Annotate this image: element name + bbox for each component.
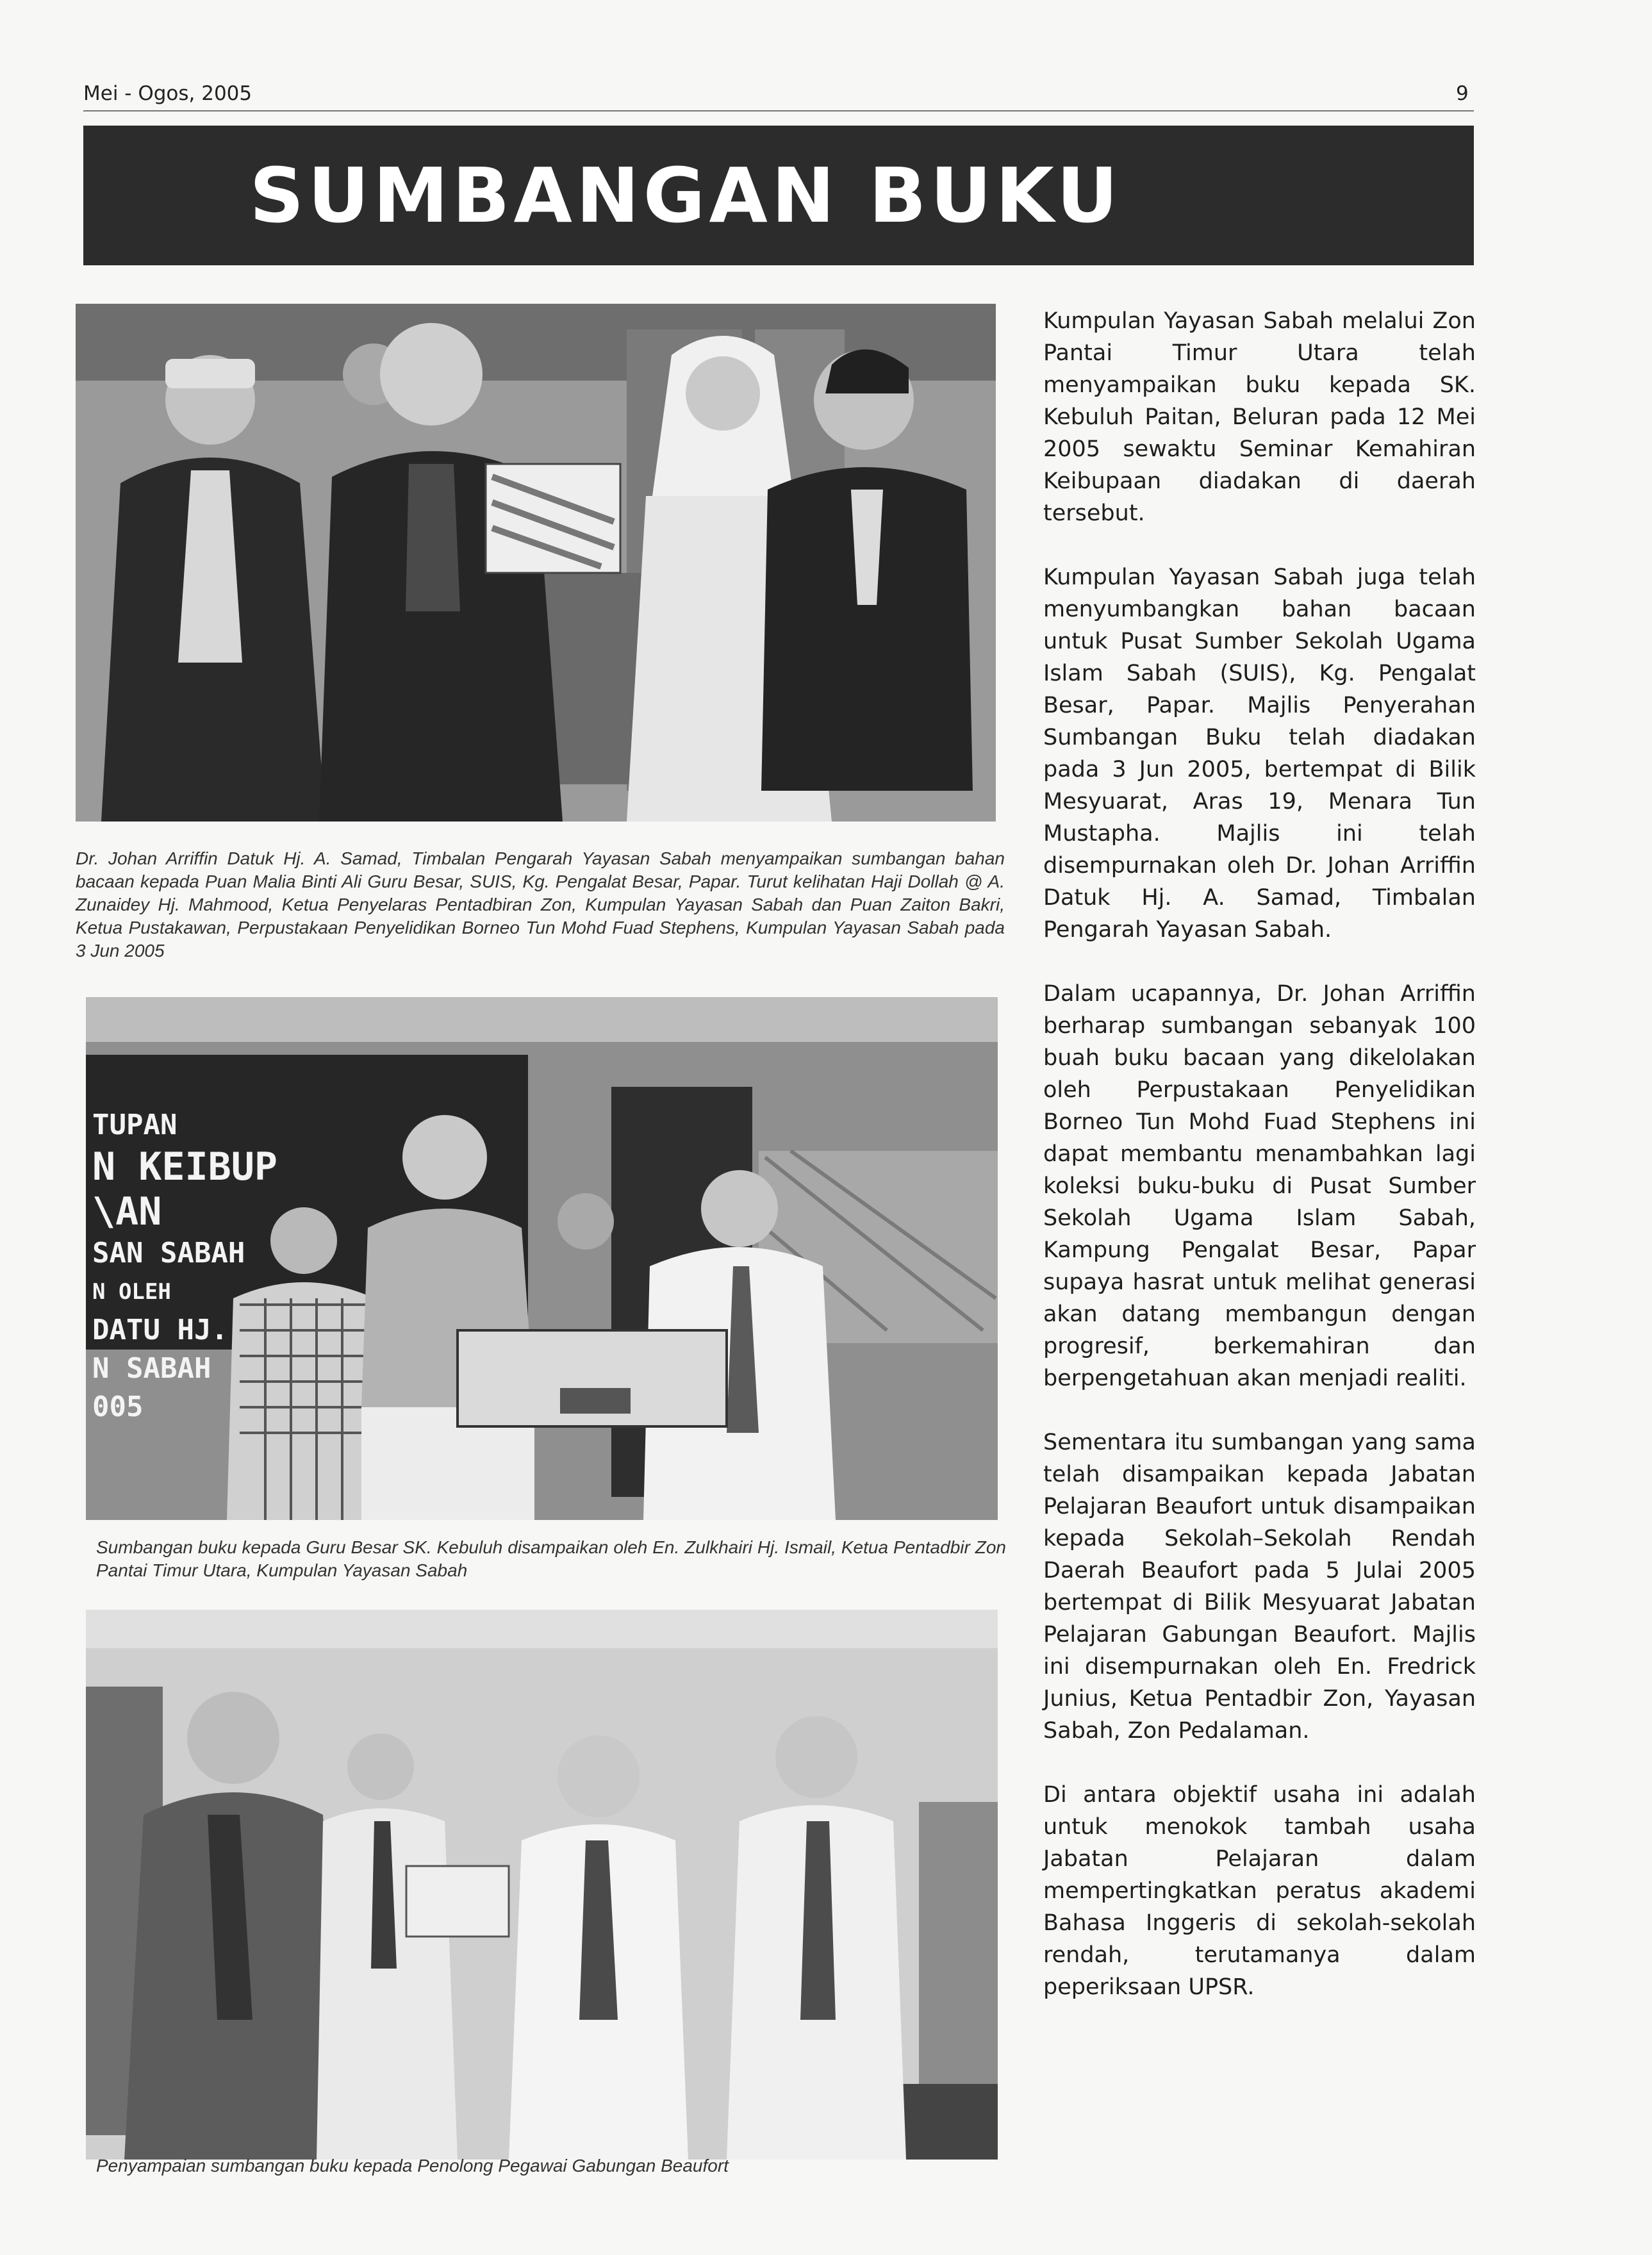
- title-banner: [83, 126, 1474, 265]
- caption-photo-2: Sumbangan buku kepada Guru Besar SK. Kebuluh disampaikan oleh En. Zulkhairi Hj. Ismail, Ketua Pentadbir Zon Pantai Timur Utara, Kumpulan Yayasan Sabah: [96, 1537, 1006, 1580]
- article-paragraph: Dalam ucapannya, Dr. Johan Arriffin berharap sumbangan sebanyak 100 buah buku bacaan yang dikelolakan oleh Perpustakaan Penyelidikan Borneo Tun Mohd Fuad Stephens ini dapat membantu menambahkan lagi koleksi buku-buku di Pusat Sumber Sekolah Ugama Islam Sabah, Kampung Pengalat Besar, Papar supaya hasrat untuk melihat generasi akan datang membangun dengan progresif, berkemahiran dan berpengetahuan akan menjadi realiti.: [1043, 981, 1476, 1391]
- page-number: 9: [1456, 82, 1469, 105]
- photo-beaufort-handover: [86, 1610, 998, 2160]
- header-rule: [83, 110, 1474, 112]
- banner-line: N OLEH: [92, 1279, 171, 1305]
- banner-line: DATU HJ.: [92, 1314, 228, 1346]
- photo-sk-kebuluh-handover: [86, 997, 998, 1520]
- photo-suis-handover-image: [76, 304, 996, 822]
- caption-photo-1: Dr. Johan Arriffin Datuk Hj. A. Samad, Timbalan Pengarah Yayasan Sabah menyampaikan sumbangan bahan bacaan kepada Puan Malia Binti Ali Guru Besar, SUIS, Kg. Pengalat Besar, Papar. Turut kelihatan Haji Dollah @ A. Zunaidey Hj. Mahmood, Ketua Penyelaras Pentadbiran Zon, Kumpulan Yayasan Sabah dan Puan Zaiton Bakri, Ketua Pustakawan, Perpustakaan Penyelidikan Borneo Tun Mohd Fuad Stephens, Kumpulan Yayasan Sabah pada 3 Jun 2005: [76, 848, 1005, 961]
- photo-beaufort-handover-image: [86, 1610, 998, 2160]
- issue-date: Mei - Ogos, 2005: [83, 82, 252, 105]
- article-paragraph: Sementara itu sumbangan yang sama telah disampaikan kepada Jabatan Pelajaran Beaufort untuk disampaikan kepada Sekolah–Sekolah Rendah Daerah Beaufort pada 5 Julai 2005 bertempat di Bilik Mesyuarat Jabatan Pelajaran Gabungan Beaufort. Majlis ini disempurnakan oleh En. Fredrick Junius, Ketua Pentadbir Zon, Yayasan Sabah, Zon Pedalaman.: [1043, 1430, 1476, 1744]
- caption-photo-3: Penyampaian sumbangan buku kepada Penolong Pegawai Gabungan Beaufort: [96, 2156, 729, 2176]
- article-paragraph: Kumpulan Yayasan Sabah melalui Zon Pantai Timur Utara telah menyampaikan buku kepada SK. Kebuluh Paitan, Beluran pada 12 Mei 2005 sewaktu Seminar Kemahiran Keibupaan diadakan di daerah tersebut.: [1043, 308, 1476, 526]
- banner-line: N KEIBUP \AN: [92, 1144, 277, 1234]
- banner-line: SAN SABAH: [92, 1237, 245, 1269]
- banner-line: 005: [92, 1391, 144, 1423]
- photo-suis-handover: [76, 304, 996, 822]
- article-paragraph: Kumpulan Yayasan Sabah juga telah menyumbangkan bahan bacaan untuk Pusat Sumber Sekolah Ugama Islam Sabah (SUIS), Kg. Pengalat Besar, Papar. Majlis Penyerahan Sumbangan Buku telah diadakan pada 3 Jun 2005, bertempat di Bilik Mesyuarat, Aras 19, Menara Tun Mustapha. Majlis ini telah disempurnakan oleh Dr. Johan Arriffin Datuk Hj. A. Samad, Timbalan Pengarah Yayasan Sabah.: [1043, 565, 1476, 943]
- banner-line: N SABAH: [92, 1352, 211, 1385]
- article-body: [1043, 305, 1476, 2035]
- page-title: SUMBANGAN BUKU: [249, 151, 1122, 240]
- backdrop-banner-text: [92, 1106, 310, 1426]
- article-paragraph: Di antara objektif usaha ini adalah untuk menokok tambah usaha Jabatan Pelajaran dalam mempertingkatkan peratus akademi Bahasa Inggeris di sekolah-sekolah rendah, terutamanya dalam peperiksaan UPSR.: [1043, 1782, 1476, 2000]
- banner-line: TUPAN: [92, 1109, 178, 1141]
